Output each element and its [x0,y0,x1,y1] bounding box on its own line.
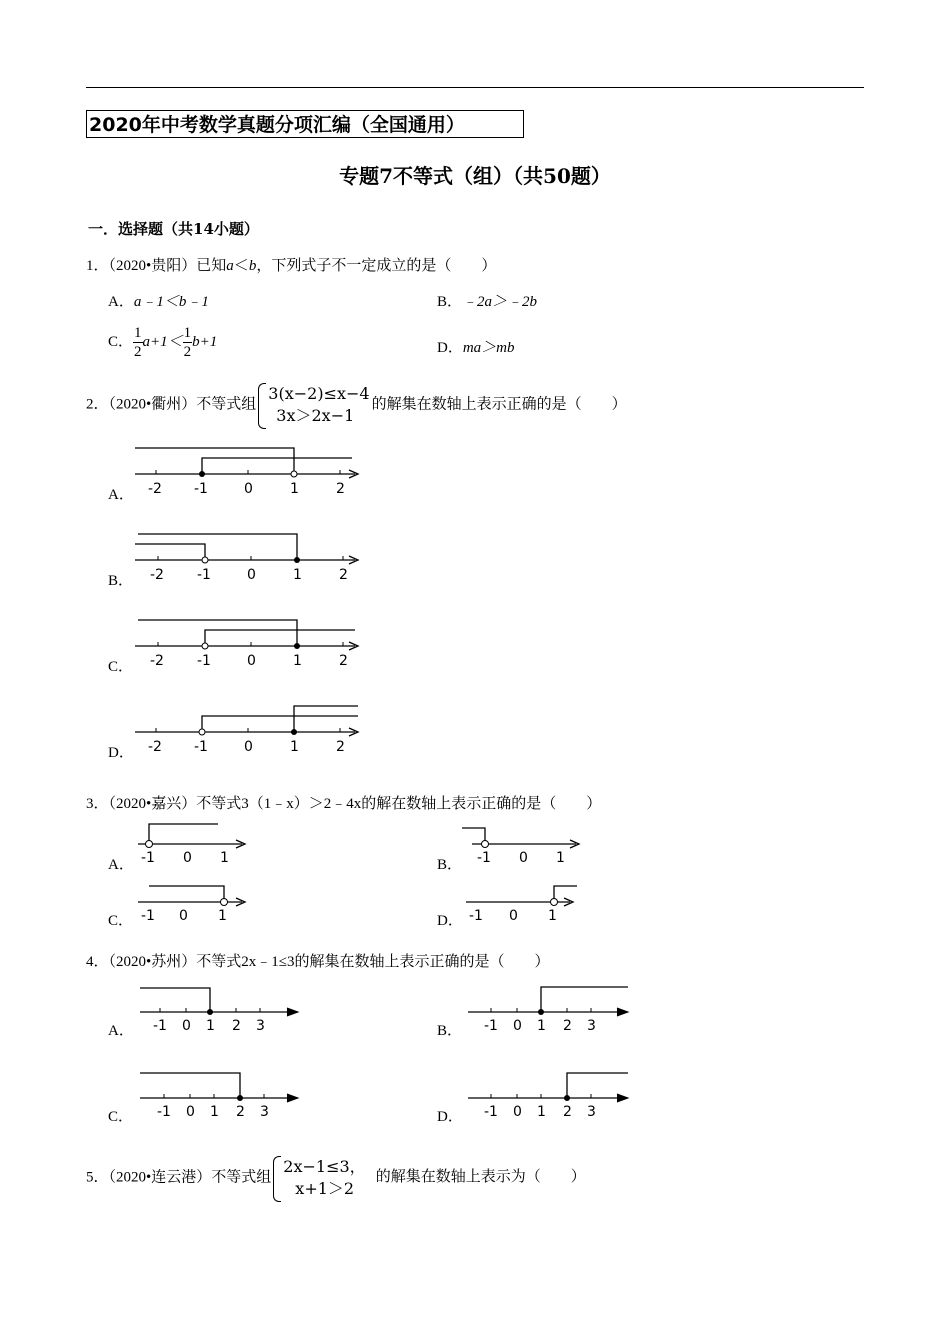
tick-label: -1 [157,1104,171,1120]
number-line-q2c [130,612,370,672]
number-line-q3d [462,876,592,926]
tick-label: -1 [197,653,211,669]
tick-label: -1 [484,1018,498,1034]
tick-label: 2 [339,653,348,669]
tick-label: 3 [260,1104,269,1120]
q2-option-d[interactable]: D． [108,745,134,761]
number-line-q4c [136,1068,306,1120]
tick-label: 2 [336,739,345,755]
q4-option-c[interactable]: C． [108,1109,134,1125]
question-source: （2020•苏州） [108,954,197,970]
tick-label: 2 [336,481,345,497]
q3-option-a[interactable]: A． [108,857,134,873]
fraction: $\frac{1}{2}$ [134,325,142,360]
tick-label: 3 [256,1018,265,1034]
question-source: （2020•贵阳） [108,258,197,274]
option-c[interactable]: C． $\frac{1}{2}$ a+1＜ $\frac{1}{2}$ b+1 [108,325,218,360]
tick-label: 1 [293,567,302,583]
q3-option-c[interactable]: C． [108,913,134,929]
tick-label: -2 [150,567,164,583]
tick-label: -2 [148,739,162,755]
number-line-q4a [136,982,306,1034]
tick-label: 0 [247,653,256,669]
number-line-q2d [130,698,370,758]
tick-label: 1 [548,908,557,924]
q4-option-b[interactable]: B． [437,1023,463,1039]
tick-label: 1 [210,1104,219,1120]
question-4: 4．（2020•苏州）不等式2x﹣1≤3的解集在数轴上表示正确的是（ ） [86,954,550,970]
tick-label: -1 [141,908,155,924]
number-line-q2a [130,440,370,500]
question-5: 5．（2020•连云港）不等式组 2x−1≤3， x+1＞2 的解集在数轴上表示为（ ） [86,1156,586,1200]
tick-label: 0 [244,481,253,497]
q2-option-a[interactable]: A． [108,487,134,503]
tick-label: 1 [293,653,302,669]
collection-title: 2020年中考数学真题分项汇编（全国通用） [86,110,524,138]
tick-label: -1 [194,739,208,755]
tick-label: 1 [290,739,299,755]
question-source: （2020•嘉兴） [108,796,197,812]
tick-label: 0 [513,1018,522,1034]
page-title: 专题7不等式（组）（共50题） [339,164,611,188]
inequality-system: 3(x−2)≤x−4 3x＞2x−1 [258,383,369,427]
question-source: （2020•衢州） [108,396,197,413]
tick-label: 0 [513,1104,522,1120]
number-line-q3c [134,876,254,926]
question-source: （2020•连云港） [108,1169,212,1186]
fraction: $\frac{1}{2}$ [183,325,192,360]
tick-label: 0 [182,1018,191,1034]
tick-label: 1 [220,850,229,866]
q2-option-c[interactable]: C． [108,659,134,675]
question-number: 1． [86,258,109,274]
question-2: 2．（2020•衢州）不等式组 3(x−2)≤x−4 3x＞2x−1 的解集在数轴上表示正确的是（ ） [86,383,627,427]
tick-label: 2 [563,1018,572,1034]
tick-label: 0 [186,1104,195,1120]
number-line-q3b [462,818,592,868]
q3-option-b[interactable]: B． [437,857,463,873]
tick-label: 0 [244,739,253,755]
tick-label: 0 [183,850,192,866]
tick-label: 1 [206,1018,215,1034]
tick-label: 1 [218,908,227,924]
q2-option-b[interactable]: B． [108,573,134,589]
number-line-q4d [466,1068,638,1120]
tick-label: 0 [509,908,518,924]
tick-label: -1 [153,1018,167,1034]
tick-label: 0 [179,908,188,924]
tick-label: 3 [587,1104,596,1120]
option-a[interactable]: A．a﹣1＜b﹣1 [108,294,209,310]
q4-option-a[interactable]: A． [108,1023,134,1039]
tick-label: 1 [290,481,299,497]
tick-label: -1 [141,850,155,866]
number-line-q4b [466,982,638,1034]
tick-label: -1 [194,481,208,497]
option-b[interactable]: B．﹣2a＞﹣2b [437,294,538,310]
tick-label: -2 [148,481,162,497]
section-heading: 一．选择题（共14小题） [88,220,259,238]
option-d[interactable]: D．ma＞mb [437,340,515,356]
tick-label: -1 [469,908,483,924]
number-line-q2b [130,526,370,586]
q3-option-d[interactable]: D． [437,913,463,929]
tick-label: 1 [537,1104,546,1120]
tick-label: -1 [477,850,491,866]
top-rule [86,87,864,88]
tick-label: -1 [197,567,211,583]
number-line-q3a [134,818,254,868]
tick-label: 2 [232,1018,241,1034]
tick-label: 3 [587,1018,596,1034]
inequality-system: 2x−1≤3， x+1＞2 [273,1156,365,1200]
tick-label: -2 [150,653,164,669]
tick-label: 1 [537,1018,546,1034]
question-1: 1．（2020•贵阳）已知a＜b，下列式子不一定成立的是（ ） [86,258,497,274]
tick-label: 2 [339,567,348,583]
question-3: 3．（2020•嘉兴）不等式3（1﹣x）＞2﹣4x的解在数轴上表示正确的是（ ） [86,796,602,812]
tick-label: 0 [519,850,528,866]
tick-label: 2 [563,1104,572,1120]
q4-option-d[interactable]: D． [437,1109,463,1125]
tick-label: -1 [484,1104,498,1120]
tick-label: 0 [247,567,256,583]
tick-label: 2 [236,1104,245,1120]
tick-label: 1 [556,850,565,866]
